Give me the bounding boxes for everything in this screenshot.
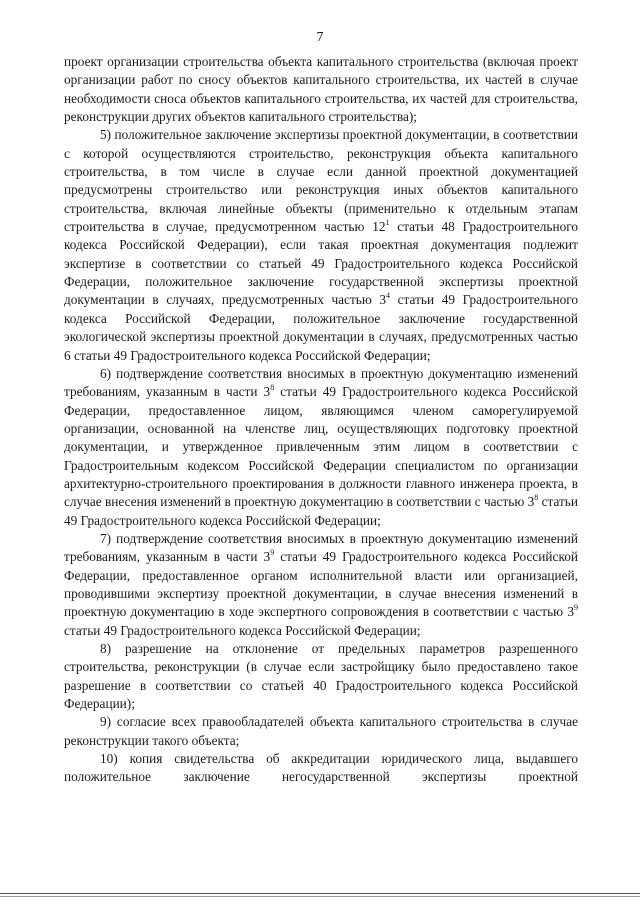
superscript: 1 [385, 218, 390, 228]
scan-edge-line [0, 893, 640, 894]
paragraph-text: статьи 49 Градостроительного кодекса Российской Федерации; [64, 622, 421, 638]
paragraph-text: 10) копия свидетельства об аккредитации юридического лица, выдавшего положительное заключение негосударственной экспертизы проектной [64, 751, 578, 785]
paragraph-text: статьи 49 Градостроительного кодекса Российской Федерации, предоставленное лицом, являющимся членом саморегулируемой организации, основанной на членстве лиц, осуществляющих подготовку проектной документации, и утвержденное привлеченным этим лицом в соответствии с Градостроительным кодексом Российской Федерации специалистом по организации архитектурно-строительного проектирования в должности главного инженера проекта, в случае внесения изменений в проектную документацию в соответствии с частью 3 [64, 384, 578, 510]
paragraph-text: статьи 48 Градостроительного кодекса Российской Федерации), если такая проектная документация подлежит экспертизе в соответствии со статьей 49 Градостроительного кодекса Российской Федерации, положительное заключение государственной экспертизы проектной документации в случаях, предусмотренных частью 3 [64, 219, 578, 308]
paragraph-text: проект организации строительства объекта капитального строительства (включая проект организации работ по сносу объектов капитального строительства, их частей в случае необходимости сноса объектов капитального строительства, их частей для строительства, реконструкции других объектов капитального строительства); [64, 54, 578, 125]
paragraph-item-10 [64, 750, 578, 787]
paragraph-item-5 [64, 126, 578, 364]
superscript: 8 [270, 383, 275, 393]
paragraph-item-8 [64, 640, 578, 713]
superscript: 8 [534, 493, 539, 503]
superscript: 9 [574, 603, 578, 613]
paragraph-text: статьи 49 Градостроительного кодекса Российской Федерации, положительное заключение государственной экологической экспертизы проектной документации в случаях, предусмотренных частью 6 статьи 49 Градостроительного кодекса Российской Федерации; [64, 292, 578, 363]
paragraph-intro [64, 53, 578, 126]
superscript: 4 [386, 291, 391, 301]
paragraph-item-7 [64, 530, 578, 640]
paragraph-text: 8) разрешение на отклонение от предельных параметров разрешенного строительства, реконструкции (в случае если застройщику было предоставлено такое разрешение в соответствии со статьей 40 Градостроительного кодекса Российской Федерации); [64, 641, 578, 712]
paragraph-text: статьи 49 Градостроительного кодекса Российской Федерации, предоставленное органом исполнительной власти или организацией, проводившими экспертизу проектной документации, в случае внесения изменений в проектную документацию в ходе экспертного сопровождения в соответствии с частью 3 [64, 549, 578, 620]
scan-edge-line [0, 896, 640, 897]
page-number: 7 [316, 30, 324, 45]
paragraph-item-9 [64, 713, 578, 750]
paragraph-text: 9) согласие всех правообладателей объекта капитального строительства в случае реконструкции такого объекта; [64, 714, 578, 748]
document-body [64, 53, 578, 787]
paragraph-item-6 [64, 365, 578, 530]
superscript: 9 [270, 548, 275, 558]
paragraph-text: статьи 49 Градостроительного кодекса Российской Федерации; [64, 494, 578, 528]
paragraph-text: 5) положительное заключение экспертизы проектной документации, в соответствии с которой осуществляются строительство, реконструкция объекта капитального строительства, в том числе в случае если данной проектной документацией предусмотрены строительство или реконструкция иных объектов капитального строительства, включая линейные объекты (применительно к отдельным этапам строительства в случае, предусмотренном частью 12 [64, 127, 578, 235]
paragraph-text: 6) подтверждение соответствия вносимых в проектную документацию изменений требованиям, указанным в части 3 [64, 365, 578, 400]
paragraph-text: 7) подтверждение соответствия вносимых в проектную документацию изменений требованиям, указанным в части 3 [64, 530, 578, 565]
